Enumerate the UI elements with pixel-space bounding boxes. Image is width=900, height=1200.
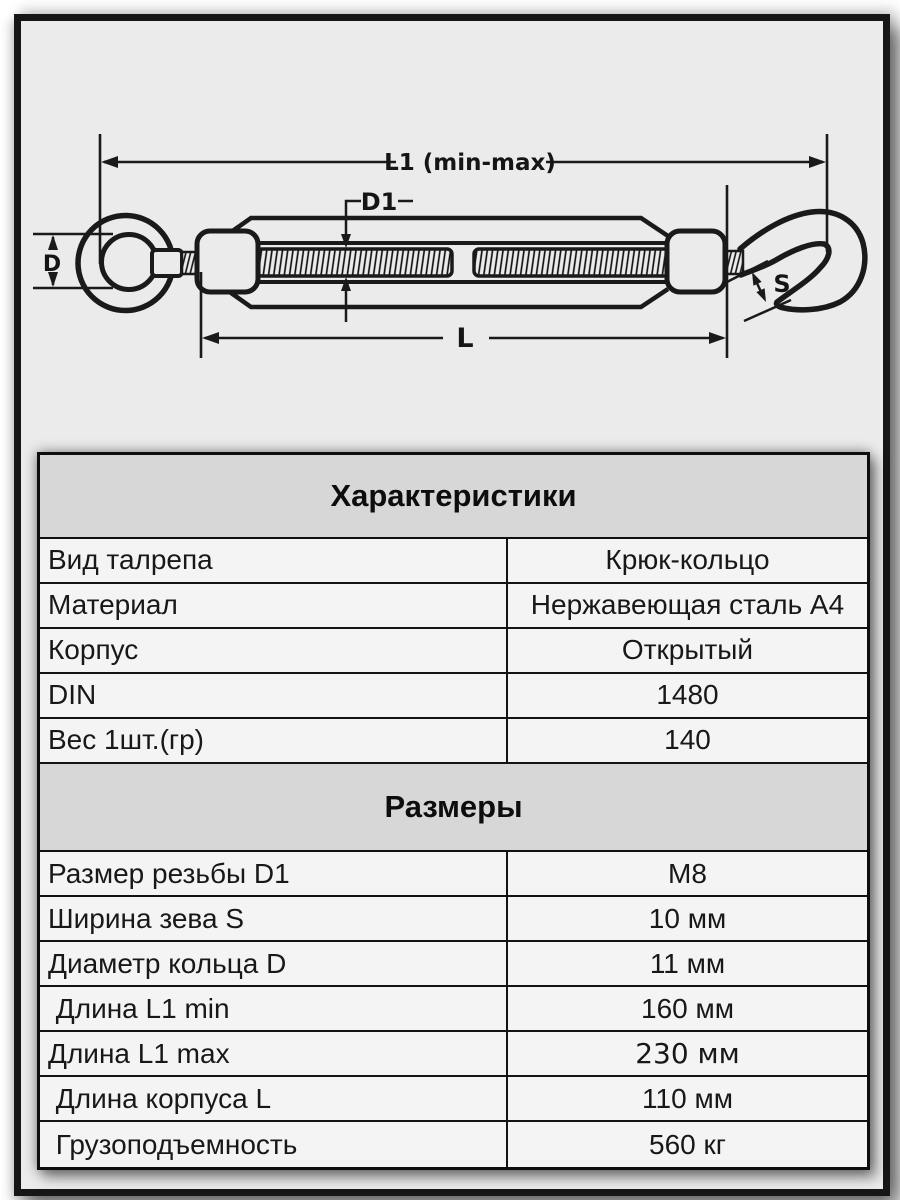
table-row (40, 539, 867, 584)
l-arrow-left (202, 332, 219, 344)
table-row (40, 987, 867, 1032)
row-label: Ширина зева S (40, 897, 508, 940)
row-label: Вес 1шт.(гр) (40, 719, 508, 762)
turnbuckle-technical-drawing (0, 0, 900, 430)
table-row (40, 942, 867, 987)
row-label: Длина корпуса L (40, 1077, 508, 1120)
l1-arrow-right (809, 156, 826, 168)
d1-label: D1 (360, 188, 398, 216)
eye-ring-inner (102, 235, 157, 290)
row-label: Вид талрепа (40, 539, 508, 582)
row-label: Размер резьбы D1 (40, 852, 508, 895)
s-label: S (773, 270, 791, 298)
thread-stub-right (726, 251, 743, 274)
s-arrow-down (756, 288, 766, 302)
row-value: 140 (664, 724, 711, 755)
table-row (40, 852, 867, 897)
section-title: Размеры (384, 788, 523, 824)
row-label: DIN (40, 674, 508, 717)
table-row (40, 897, 867, 942)
d-arrow-up (48, 235, 58, 250)
row-value: 1480 (656, 679, 719, 710)
threaded-rod-left (257, 249, 452, 276)
row-value-edited-font: 230 мм (635, 1037, 740, 1070)
table-row (40, 629, 867, 674)
threaded-rod-right (474, 249, 670, 276)
table-row (40, 674, 867, 719)
d-label: D (42, 252, 62, 277)
section-title: Характеристики (330, 477, 577, 513)
body-top-outline (224, 218, 668, 237)
nut-left (197, 231, 258, 292)
table-row (40, 1077, 867, 1122)
l-arrow-right (709, 332, 726, 344)
row-label: Грузоподъемность (40, 1122, 508, 1167)
table-row (40, 584, 867, 629)
row-value: 11 мм (649, 947, 726, 979)
row-label: Длина L1 max (40, 1032, 508, 1075)
body-bottom-outline (224, 288, 668, 307)
row-value: 10 мм (648, 902, 727, 934)
spec-table (37, 452, 870, 1170)
l1-arrow-left (101, 156, 118, 168)
row-label: Длина L1 min (40, 987, 508, 1030)
l1-label: L1 (min-max) (384, 150, 556, 176)
table-row (40, 1032, 867, 1077)
table-row (40, 719, 867, 764)
row-label: Диаметр кольца D (40, 942, 508, 985)
l-label: L (456, 323, 474, 354)
row-label: Корпус (40, 629, 508, 672)
table-row (40, 1122, 867, 1167)
s-arrow-up (752, 272, 762, 286)
row-value: 110 мм (642, 1082, 733, 1114)
section-header-dimensions (40, 764, 867, 853)
row-label: Материал (40, 584, 508, 627)
nut-right (667, 231, 725, 292)
row-value: Нержавеющая сталь А4 (530, 589, 845, 620)
row-value: М8 (668, 857, 707, 889)
hook (740, 212, 865, 310)
row-value: 160 мм (641, 992, 734, 1024)
row-value: 560 кг (649, 1128, 726, 1160)
row-value: Открытый (621, 634, 754, 665)
section-header-characteristics (40, 455, 867, 539)
row-value: Крюк-кольцо (605, 544, 770, 575)
eye-connector (152, 250, 182, 276)
